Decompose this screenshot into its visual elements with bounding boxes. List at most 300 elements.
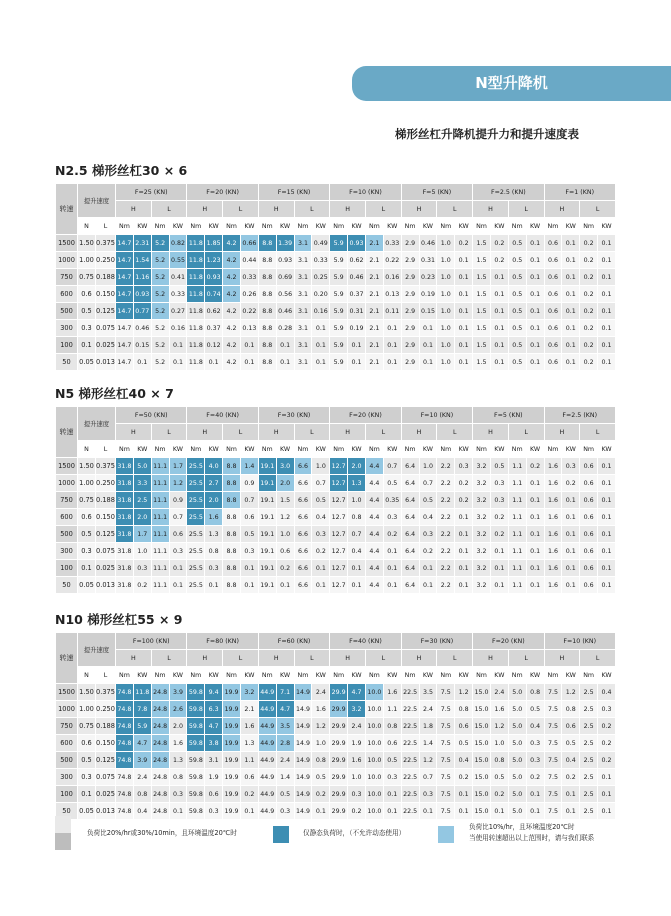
- value-cell: 74.8: [116, 786, 134, 803]
- value-cell: 0.5: [526, 701, 544, 718]
- value-cell: 15.0: [473, 803, 491, 820]
- value-cell: 5.0: [508, 786, 526, 803]
- value-cell: 14.7: [116, 354, 134, 371]
- value-cell: 0.6: [544, 303, 562, 320]
- kw-header: KW: [169, 441, 187, 458]
- value-cell: 14.9: [294, 718, 312, 735]
- value-cell: 3.1: [294, 269, 312, 286]
- nm-header: Nm: [544, 218, 562, 235]
- rpm-cell: 1000: [56, 475, 78, 492]
- value-cell: 24.8: [151, 803, 169, 820]
- value-cell: 0.5: [562, 735, 580, 752]
- value-cell: 0.1: [526, 252, 544, 269]
- value-cell: 59.8: [187, 752, 205, 769]
- speed-l-cell: 0.025: [96, 560, 116, 577]
- value-cell: 0.5: [419, 492, 437, 509]
- speed-h-cell: 0.05: [78, 803, 96, 820]
- value-cell: 6.3: [205, 701, 223, 718]
- value-cell: 0.2: [312, 543, 330, 560]
- value-cell: 3.2: [473, 509, 491, 526]
- value-cell: 0.3: [169, 543, 187, 560]
- value-cell: 1.6: [544, 560, 562, 577]
- speed-l-cell: 0.025: [96, 786, 116, 803]
- value-cell: 29.9: [330, 803, 348, 820]
- value-cell: 14.7: [116, 337, 134, 354]
- speed-h-cell: 1.00: [78, 701, 96, 718]
- value-cell: 44.9: [258, 684, 276, 701]
- value-cell: 0.2: [490, 526, 508, 543]
- value-cell: 25.5: [187, 560, 205, 577]
- value-cell: 0.1: [383, 786, 401, 803]
- value-cell: 22.5: [401, 786, 419, 803]
- value-cell: 5.2: [151, 286, 169, 303]
- value-cell: 31.8: [116, 577, 134, 594]
- l-header: L: [580, 201, 616, 218]
- value-cell: 1.6: [544, 543, 562, 560]
- value-cell: 8.8: [258, 286, 276, 303]
- nm-header: Nm: [473, 441, 491, 458]
- value-cell: 4.2: [223, 252, 241, 269]
- speed-h-cell: 1.50: [78, 235, 96, 252]
- value-cell: 0.1: [562, 577, 580, 594]
- value-cell: 1.6: [544, 509, 562, 526]
- value-cell: 0.7: [169, 509, 187, 526]
- value-cell: 0.1: [455, 543, 473, 560]
- value-cell: 4.2: [223, 286, 241, 303]
- value-cell: 15.0: [473, 701, 491, 718]
- value-cell: 0.1: [562, 337, 580, 354]
- value-cell: 0.4: [455, 752, 473, 769]
- value-cell: 0.19: [348, 320, 366, 337]
- value-cell: 0.1: [455, 803, 473, 820]
- value-cell: 25.5: [187, 526, 205, 543]
- value-cell: 0.13: [240, 320, 258, 337]
- value-cell: 0.8: [348, 509, 366, 526]
- table-row: [56, 786, 616, 803]
- rpm-cell: 300: [56, 769, 78, 786]
- value-cell: 2.9: [401, 269, 419, 286]
- force-header: F=40 (KN): [187, 407, 258, 424]
- table-row: [56, 526, 616, 543]
- value-cell: 4.4: [365, 492, 383, 509]
- kw-header: KW: [276, 441, 294, 458]
- value-cell: 1.5: [473, 320, 491, 337]
- value-cell: 4.2: [223, 235, 241, 252]
- value-cell: 1.0: [419, 458, 437, 475]
- value-cell: 0.1: [526, 303, 544, 320]
- value-cell: 11.8: [187, 269, 205, 286]
- value-cell: 3.2: [473, 560, 491, 577]
- value-cell: 74.8: [116, 701, 134, 718]
- value-cell: 8.8: [223, 560, 241, 577]
- table-row: [56, 492, 616, 509]
- h-header: H: [401, 650, 437, 667]
- speed-h-cell: 0.75: [78, 492, 96, 509]
- rpm-cell: 1500: [56, 458, 78, 475]
- value-cell: 0.1: [240, 354, 258, 371]
- value-cell: 0.1: [240, 560, 258, 577]
- value-cell: 0.1: [490, 577, 508, 594]
- value-cell: 1.7: [169, 458, 187, 475]
- kw-header: KW: [455, 218, 473, 235]
- value-cell: 11.1: [151, 475, 169, 492]
- value-cell: 0.1: [276, 354, 294, 371]
- h-header: H: [401, 201, 437, 218]
- value-cell: 4.4: [365, 509, 383, 526]
- nm-header: Nm: [330, 441, 348, 458]
- value-cell: 0.1: [526, 560, 544, 577]
- value-cell: 4.7: [348, 684, 366, 701]
- value-cell: 1.5: [276, 492, 294, 509]
- speed-l-cell: 0.025: [96, 337, 116, 354]
- value-cell: 2.4: [348, 718, 366, 735]
- value-cell: 1.0: [312, 458, 330, 475]
- value-cell: 44.9: [258, 752, 276, 769]
- value-cell: 0.1: [169, 337, 187, 354]
- value-cell: 19.1: [258, 543, 276, 560]
- rpm-cell: 600: [56, 735, 78, 752]
- value-cell: 19.1: [258, 492, 276, 509]
- value-cell: 0.1: [598, 337, 616, 354]
- value-cell: 2.9: [401, 320, 419, 337]
- value-cell: 12.7: [330, 526, 348, 543]
- value-cell: 6.4: [401, 526, 419, 543]
- value-cell: 0.1: [526, 526, 544, 543]
- value-cell: 1.3: [205, 526, 223, 543]
- value-cell: 5.0: [508, 718, 526, 735]
- value-cell: 3.5: [276, 718, 294, 735]
- value-cell: 0.1: [312, 577, 330, 594]
- value-cell: 29.9: [330, 684, 348, 701]
- value-cell: 0.2: [580, 286, 598, 303]
- value-cell: 2.31: [133, 235, 151, 252]
- rpm-cell: 750: [56, 718, 78, 735]
- value-cell: 1.4: [419, 735, 437, 752]
- value-cell: 8.8: [258, 235, 276, 252]
- value-cell: 0.2: [580, 303, 598, 320]
- force-header: F=10 (KN): [544, 633, 615, 650]
- value-cell: 2.4: [312, 684, 330, 701]
- value-cell: 0.3: [419, 786, 437, 803]
- rpm-cell: 100: [56, 560, 78, 577]
- kw-header: KW: [419, 667, 437, 684]
- value-cell: 1.0: [133, 543, 151, 560]
- value-cell: 0.6: [383, 735, 401, 752]
- value-cell: 0.1: [598, 286, 616, 303]
- speed-h-cell: 0.75: [78, 269, 96, 286]
- l-header: L: [437, 424, 473, 441]
- value-cell: 1.16: [133, 269, 151, 286]
- value-cell: 0.5: [240, 526, 258, 543]
- value-cell: 4.2: [223, 320, 241, 337]
- value-cell: 0.1: [455, 269, 473, 286]
- value-cell: 29.9: [330, 701, 348, 718]
- speed-h-cell: 1.50: [78, 684, 96, 701]
- value-cell: 24.8: [151, 786, 169, 803]
- l-header: L: [365, 424, 401, 441]
- value-cell: 1.5: [473, 286, 491, 303]
- value-cell: 0.1: [490, 286, 508, 303]
- page-subtitle: 梯形丝杠升降机提升力和提升速度表: [395, 127, 579, 141]
- value-cell: 1.5: [473, 269, 491, 286]
- value-cell: 0.2: [419, 543, 437, 560]
- value-cell: 7.8: [133, 701, 151, 718]
- value-cell: 2.2: [437, 543, 455, 560]
- value-cell: 0.8: [455, 701, 473, 718]
- kw-header: KW: [455, 667, 473, 684]
- value-cell: 1.0: [437, 320, 455, 337]
- value-cell: 0.6: [205, 786, 223, 803]
- value-cell: 24.8: [151, 752, 169, 769]
- rpm-cell: 100: [56, 337, 78, 354]
- value-cell: 4.2: [223, 269, 241, 286]
- value-cell: 19.1: [258, 475, 276, 492]
- value-cell: 0.74: [205, 286, 223, 303]
- value-cell: 0.1: [169, 803, 187, 820]
- value-cell: 14.9: [294, 769, 312, 786]
- value-cell: 2.5: [580, 803, 598, 820]
- value-cell: 0.2: [348, 803, 366, 820]
- force-header: F=20 (KN): [187, 184, 258, 201]
- speed-h-cell: 1.00: [78, 475, 96, 492]
- value-cell: 74.8: [116, 752, 134, 769]
- value-cell: 0.1: [455, 786, 473, 803]
- value-cell: 7.5: [544, 803, 562, 820]
- value-cell: 0.2: [562, 769, 580, 786]
- nm-header: Nm: [330, 667, 348, 684]
- nm-header: Nm: [365, 667, 383, 684]
- value-cell: 0.77: [133, 303, 151, 320]
- table-row: [56, 684, 616, 701]
- value-cell: 0.7: [383, 458, 401, 475]
- value-cell: 0.3: [383, 509, 401, 526]
- value-cell: 44.9: [258, 735, 276, 752]
- value-cell: 2.2: [437, 560, 455, 577]
- value-cell: 0.1: [526, 286, 544, 303]
- value-cell: 4.4: [365, 458, 383, 475]
- h-header: H: [116, 650, 152, 667]
- value-cell: 0.1: [598, 252, 616, 269]
- value-cell: 59.8: [187, 735, 205, 752]
- h-header: H: [544, 201, 580, 218]
- speed-l-cell: 0.188: [96, 718, 116, 735]
- value-cell: 0.1: [598, 320, 616, 337]
- value-cell: 3.1: [294, 354, 312, 371]
- nm-header: Nm: [544, 667, 562, 684]
- value-cell: 0.2: [276, 560, 294, 577]
- l-header: L: [294, 424, 330, 441]
- kw-header: KW: [598, 218, 616, 235]
- value-cell: 0.1: [598, 786, 616, 803]
- l-header: L: [223, 201, 259, 218]
- value-cell: 59.8: [187, 769, 205, 786]
- value-cell: 14.7: [116, 235, 134, 252]
- value-cell: 2.9: [401, 354, 419, 371]
- value-cell: 12.7: [330, 509, 348, 526]
- value-cell: 24.8: [151, 718, 169, 735]
- value-cell: 15.0: [473, 752, 491, 769]
- value-cell: 15.0: [473, 769, 491, 786]
- value-cell: 0.6: [580, 543, 598, 560]
- value-cell: 0.2: [580, 354, 598, 371]
- table-row: [56, 354, 616, 371]
- force-header: F=40 (KN): [330, 633, 401, 650]
- value-cell: 0.1: [455, 286, 473, 303]
- value-cell: 4.0: [205, 458, 223, 475]
- value-cell: 7.5: [437, 735, 455, 752]
- value-cell: 11.8: [187, 235, 205, 252]
- force-header: F=100 (KN): [116, 633, 187, 650]
- value-cell: 0.1: [383, 354, 401, 371]
- value-cell: 5.9: [330, 354, 348, 371]
- value-cell: 5.9: [330, 303, 348, 320]
- value-cell: 0.8: [562, 701, 580, 718]
- kw-header: KW: [312, 441, 330, 458]
- h-header: H: [116, 201, 152, 218]
- nm-header: Nm: [580, 218, 598, 235]
- value-cell: 0.6: [240, 509, 258, 526]
- value-cell: 0.55: [169, 252, 187, 269]
- value-cell: 2.9: [401, 235, 419, 252]
- speed-h-cell: 0.1: [78, 337, 96, 354]
- value-cell: 4.4: [365, 577, 383, 594]
- value-cell: 1.6: [544, 526, 562, 543]
- force-header: F=60 (KN): [258, 633, 329, 650]
- value-cell: 0.23: [419, 269, 437, 286]
- force-header: F=15 (KN): [258, 184, 329, 201]
- value-cell: 22.5: [401, 769, 419, 786]
- value-cell: 59.8: [187, 786, 205, 803]
- value-cell: 0.1: [526, 337, 544, 354]
- value-cell: 0.3: [490, 475, 508, 492]
- table-row: [56, 235, 616, 252]
- value-cell: 1.0: [437, 235, 455, 252]
- value-cell: 0.3: [205, 560, 223, 577]
- value-cell: 0.2: [383, 526, 401, 543]
- value-cell: 7.5: [544, 769, 562, 786]
- value-cell: 2.5: [580, 769, 598, 786]
- value-cell: 2.5: [580, 752, 598, 769]
- value-cell: 5.9: [330, 320, 348, 337]
- speed-h-cell: 0.6: [78, 286, 96, 303]
- value-cell: 0.1: [455, 303, 473, 320]
- value-cell: 0.1: [562, 235, 580, 252]
- value-cell: 0.1: [455, 526, 473, 543]
- value-cell: 0.27: [169, 303, 187, 320]
- value-cell: 0.31: [348, 303, 366, 320]
- value-cell: 3.3: [133, 475, 151, 492]
- h-header: H: [544, 424, 580, 441]
- value-cell: 0.33: [312, 252, 330, 269]
- value-cell: 0.5: [508, 337, 526, 354]
- value-cell: 29.9: [330, 752, 348, 769]
- value-cell: 59.8: [187, 718, 205, 735]
- value-cell: 5.2: [151, 269, 169, 286]
- value-cell: 1.5: [473, 337, 491, 354]
- kw-header: KW: [312, 667, 330, 684]
- value-cell: 0.1: [169, 354, 187, 371]
- value-cell: 0.1: [490, 337, 508, 354]
- value-cell: 0.6: [580, 458, 598, 475]
- value-cell: 8.8: [258, 303, 276, 320]
- value-cell: 0.5: [490, 458, 508, 475]
- kw-header: KW: [383, 667, 401, 684]
- value-cell: 3.8: [205, 735, 223, 752]
- value-cell: 19.1: [258, 526, 276, 543]
- speed-h-cell: 0.1: [78, 786, 96, 803]
- value-cell: 1.0: [312, 735, 330, 752]
- value-cell: 0.1: [383, 337, 401, 354]
- value-cell: 1.2: [562, 684, 580, 701]
- value-cell: 0.2: [580, 235, 598, 252]
- value-cell: 19.9: [223, 752, 241, 769]
- value-cell: 0.5: [508, 269, 526, 286]
- value-cell: 6.6: [294, 526, 312, 543]
- value-cell: 11.1: [151, 560, 169, 577]
- value-cell: 2.9: [401, 252, 419, 269]
- value-cell: 0.93: [205, 269, 223, 286]
- value-cell: 0.5: [508, 303, 526, 320]
- value-cell: 0.69: [276, 269, 294, 286]
- value-cell: 4.7: [133, 735, 151, 752]
- kw-header: KW: [562, 667, 580, 684]
- value-cell: 44.9: [258, 803, 276, 820]
- speed-l-cell: 0.013: [96, 354, 116, 371]
- value-cell: 7.5: [544, 786, 562, 803]
- value-cell: 10.0: [365, 718, 383, 735]
- nm-header: Nm: [294, 667, 312, 684]
- value-cell: 2.2: [437, 475, 455, 492]
- nm-header: Nm: [437, 218, 455, 235]
- l-header: L: [223, 650, 259, 667]
- value-cell: 0.31: [419, 252, 437, 269]
- value-cell: 24.8: [151, 735, 169, 752]
- value-cell: 0.1: [240, 577, 258, 594]
- value-cell: 0.5: [490, 769, 508, 786]
- kw-header: KW: [383, 441, 401, 458]
- speed-l-cell: 0.125: [96, 303, 116, 320]
- value-cell: 2.8: [276, 735, 294, 752]
- value-cell: 0.46: [133, 320, 151, 337]
- value-cell: 10.0: [365, 803, 383, 820]
- speed-h-cell: 0.3: [78, 320, 96, 337]
- value-cell: 1.0: [437, 303, 455, 320]
- value-cell: 2.1: [365, 354, 383, 371]
- value-cell: 1.3: [169, 752, 187, 769]
- nm-header: Nm: [365, 218, 383, 235]
- value-cell: 4.4: [365, 475, 383, 492]
- value-cell: 2.7: [205, 475, 223, 492]
- value-cell: 1.1: [508, 560, 526, 577]
- speed-h-cell: 0.05: [78, 577, 96, 594]
- value-cell: 0.5: [508, 286, 526, 303]
- kw-header: KW: [383, 218, 401, 235]
- value-cell: 2.5: [580, 786, 598, 803]
- value-cell: 1.1: [508, 526, 526, 543]
- value-cell: 7.5: [437, 786, 455, 803]
- value-cell: 1.9: [348, 735, 366, 752]
- value-cell: 2.1: [365, 303, 383, 320]
- value-cell: 0.8: [383, 718, 401, 735]
- h-header: H: [330, 650, 366, 667]
- value-cell: 1.4: [240, 458, 258, 475]
- value-cell: 5.0: [508, 701, 526, 718]
- value-cell: 14.7: [116, 286, 134, 303]
- force-header: F=50 (KN): [116, 407, 187, 424]
- value-cell: 5.2: [151, 252, 169, 269]
- value-cell: 7.5: [544, 701, 562, 718]
- h-header: H: [258, 424, 294, 441]
